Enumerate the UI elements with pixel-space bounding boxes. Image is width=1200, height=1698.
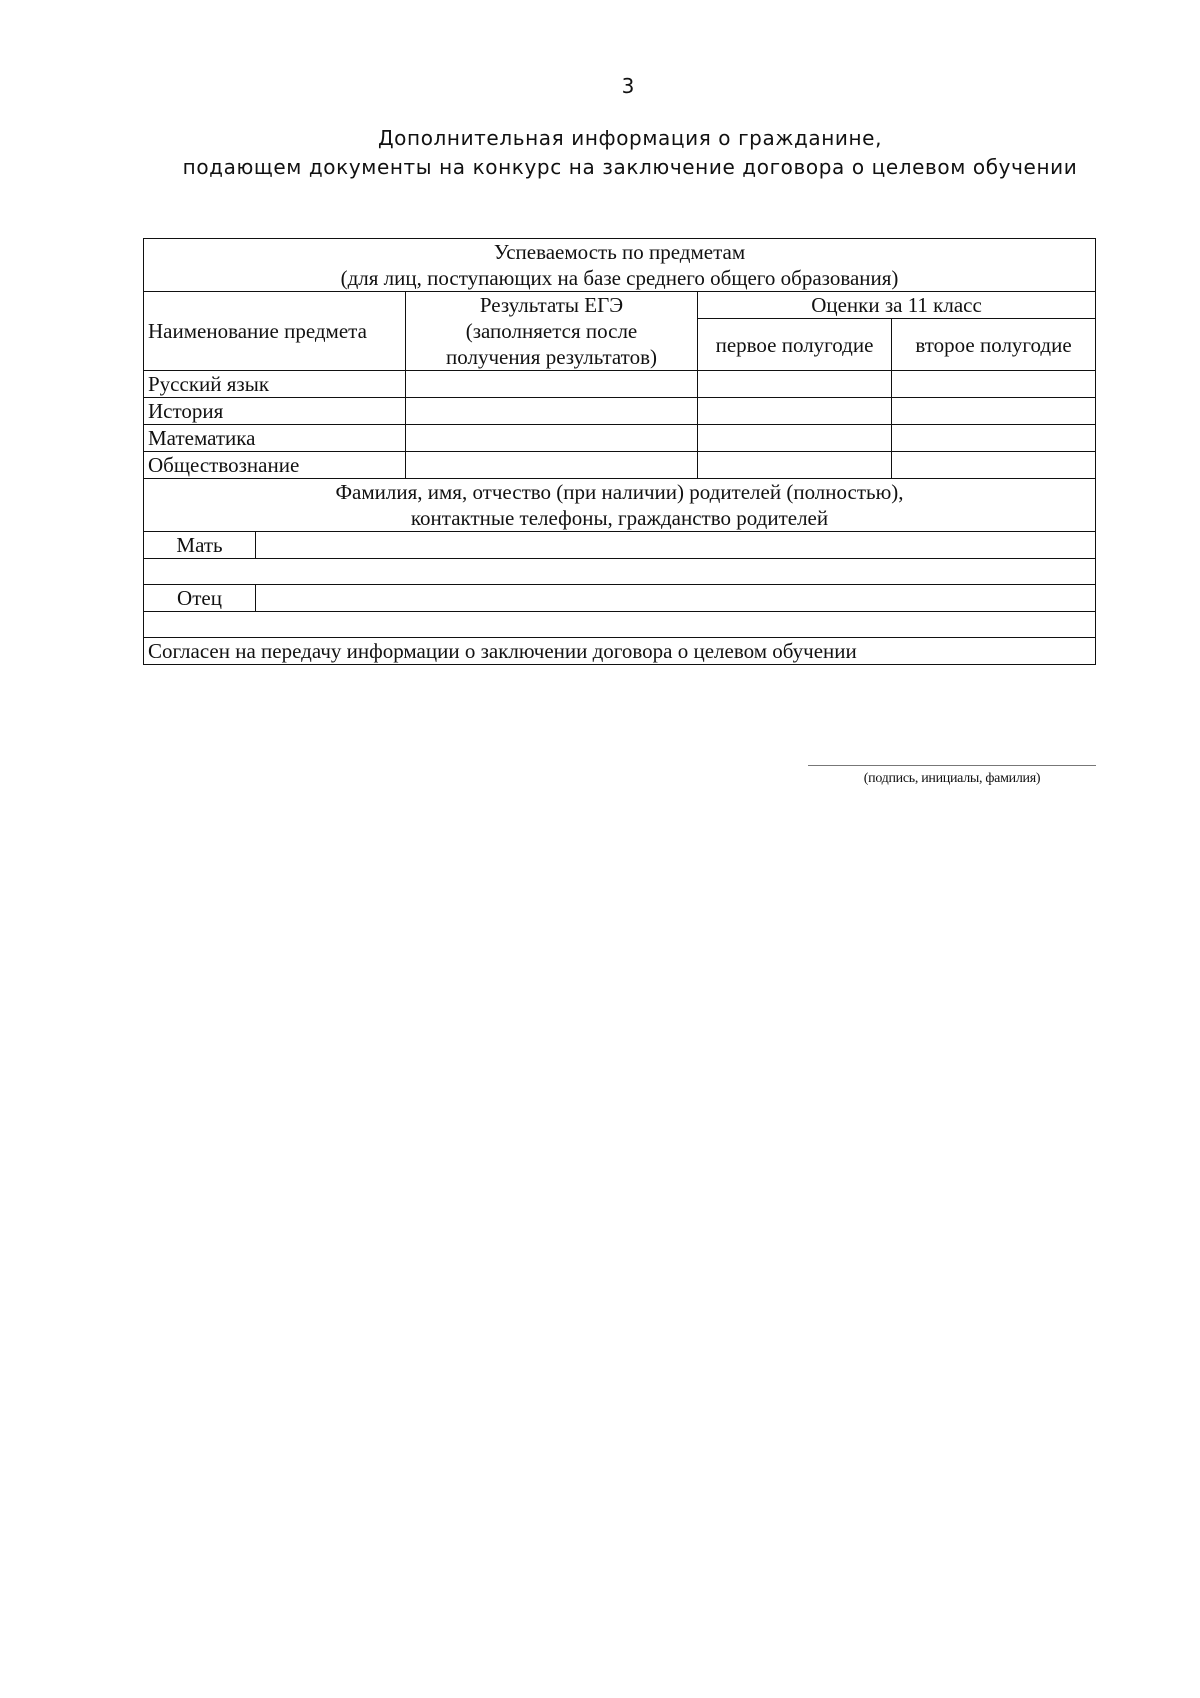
ege-header-line-3: получения результатов) [446, 345, 657, 369]
first-half-grade-cell[interactable] [698, 425, 892, 452]
ege-header-line-1: Результаты ЕГЭ [479, 293, 624, 317]
first-half-grade-cell[interactable] [698, 371, 892, 398]
citizen-info-table [143, 238, 1096, 665]
ege-header-line-2: (заполняется после [465, 319, 638, 343]
father-label: Отец [144, 585, 256, 612]
subject-row [144, 398, 1096, 425]
subject-name-cell: История [144, 398, 406, 425]
father-info-field[interactable] [256, 585, 1096, 612]
parents-header-line-1: Фамилия, имя, отчество (при наличии) родителей (полностью), [335, 480, 904, 504]
consent-row [144, 638, 1096, 665]
first-half-grade-cell[interactable] [698, 398, 892, 425]
subject-row [144, 452, 1096, 479]
subject-row [144, 371, 1096, 398]
subject-row [144, 425, 1096, 452]
mother-label: Мать [144, 532, 256, 559]
document-title [170, 124, 1090, 182]
first-half-column-header: первое полугодие [698, 319, 892, 371]
father-extra-field[interactable] [144, 612, 1096, 638]
performance-header-row [144, 239, 1096, 292]
second-half-grade-cell[interactable] [892, 425, 1096, 452]
column-header-row-1 [144, 292, 1096, 319]
second-half-grade-cell[interactable] [892, 452, 1096, 479]
ege-results-column-header [406, 292, 698, 371]
second-half-column-header: второе полугодие [892, 319, 1096, 371]
father-extra-row [144, 612, 1096, 638]
parents-header-row [144, 479, 1096, 532]
subject-name-cell: Обществознание [144, 452, 406, 479]
ege-result-cell[interactable] [406, 371, 698, 398]
consent-text: Согласен на передачу информации о заключении договора о целевом обучении [144, 638, 1096, 665]
ege-result-cell[interactable] [406, 452, 698, 479]
grades-column-header: Оценки за 11 класс [698, 292, 1096, 319]
performance-header-cell [144, 239, 1096, 292]
mother-info-field[interactable] [256, 532, 1096, 559]
parents-header-cell [144, 479, 1096, 532]
subject-name-cell: Математика [144, 425, 406, 452]
mother-extra-row [144, 559, 1096, 585]
page-number: 3 [621, 74, 635, 98]
father-row [144, 585, 1096, 612]
mother-extra-field[interactable] [144, 559, 1096, 585]
signature-line[interactable] [808, 765, 1096, 766]
title-line-2: подающем документы на конкурс на заключение договора о целевом обучении [182, 155, 1078, 179]
title-line-1: Дополнительная информация о гражданине, [377, 126, 883, 150]
performance-header-line-2: (для лиц, поступающих на базе среднего общего образования) [340, 266, 899, 290]
second-half-grade-cell[interactable] [892, 371, 1096, 398]
signature-caption: (подпись, инициалы, фамилия) [863, 771, 1041, 786]
performance-header-line-1: Успеваемость по предметам [493, 240, 746, 264]
mother-row [144, 532, 1096, 559]
second-half-grade-cell[interactable] [892, 398, 1096, 425]
subject-name-cell: Русский язык [144, 371, 406, 398]
first-half-grade-cell[interactable] [698, 452, 892, 479]
parents-header-line-2: контактные телефоны, гражданство родителей [410, 506, 829, 530]
subject-column-header: Наименование предмета [144, 292, 406, 371]
ege-result-cell[interactable] [406, 398, 698, 425]
ege-result-cell[interactable] [406, 425, 698, 452]
